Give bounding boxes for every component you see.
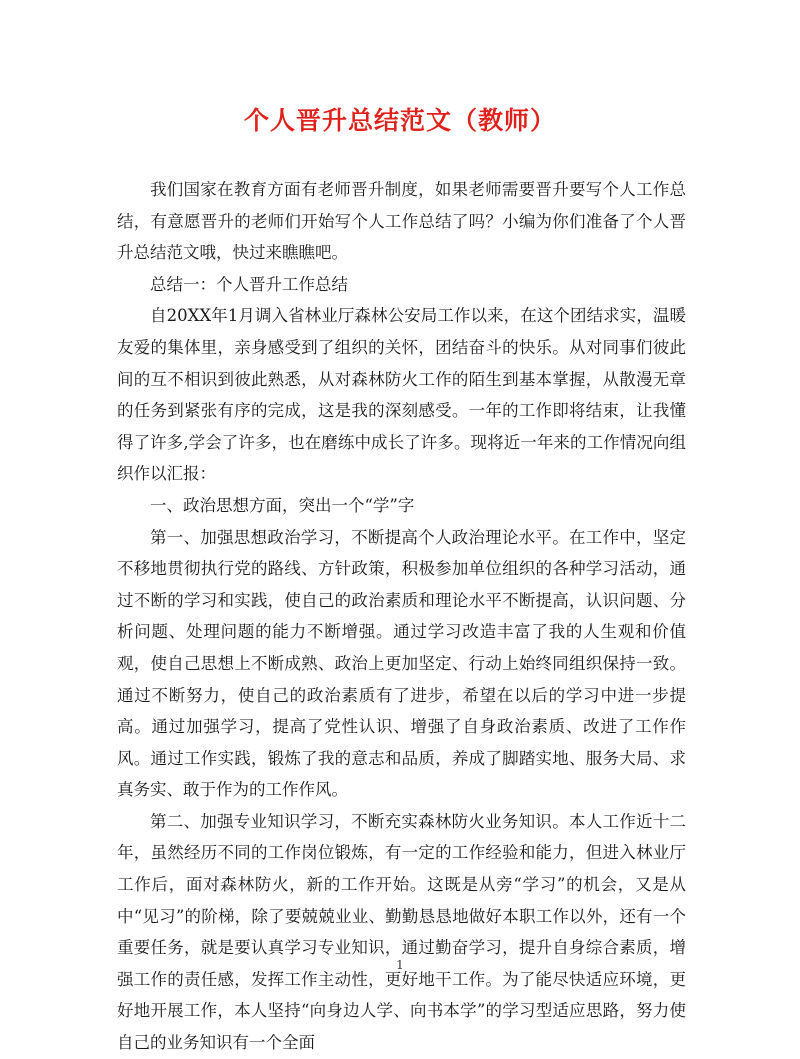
document-body <box>117 174 686 1059</box>
paragraph-point-two: 第二、加强专业知识学习，不断充实森林防火业务知识。本人工作近十二年，虽然经历不同的工作岗位锻炼，有一定的工作经验和能力，但进入林业厅工作后，面对森林防火，新的工作开始。这既是从旁“学习”的机会，又是从中“见习”的阶梯，除了要兢兢业业、勤勤恳恳地做好本职工作以外，还有一个重要任务，就是要认真学习专业知识，通过勤奋学习，提升自身综合素质，增强工作的责任感，发挥工作主动性，更好地干工作。为了能尽快适应环境，更好地开展工作，本人坚持“向身边人学、向书本学”的学习型适应思路，努力使自己的业务知识有一个全面 <box>117 811 686 1053</box>
paragraph-opening: 自20XX年1月调入省林业厅森林公安局工作以来，在这个团结求实，温暖友爱的集体里，亲身感受到了组织的关怀，团结奋斗的快乐。从对同事们彼此间的互不相识到彼此熟悉，从对森林防火工作的陌生到基本掌握，从散漫无章的任务到紧张有序的完成，这是我的深刻感受。一年的工作即将结束，让我懂得了许多,学会了许多，也在磨练中成长了许多。现将近一年来的工作情况向组织作以汇报： <box>117 306 686 484</box>
paragraph-section-heading: 总结一：个人晋升工作总结 <box>150 274 348 294</box>
page-number: 1 <box>396 958 404 972</box>
document-title: 个人晋升总结范文（教师） <box>243 106 556 135</box>
paragraph-subheading: 一、政治思想方面，突出一个“学”字 <box>150 495 415 515</box>
paragraph-point-one: 第一、加强思想政治学习，不断提高个人政治理论水平。在工作中，坚定不移地贯彻执行党的路线、方针政策，积极参加单位组织的各种学习活动，通过不断的学习和实践，使自己的政治素质和理论水平不断提高，认识问题、分析问题、处理问题的能力不断增强。通过学习改造丰富了我的人生观和价值观，使自己思想上不断成熟、政治上更加坚定、行动上始终同组织保持一致。通过不断努力，使自己的政治素质有了进步，希望在以后的学习中进一步提高。通过加强学习，提高了党性认识、增强了自身政治素质、改进了工作作风。通过工作实践，锻炼了我的意志和品质，养成了脚踏实地、服务大局、求真务实、敢于作为的工作作风。 <box>117 527 686 800</box>
paragraph-intro: 我们国家在教育方面有老师晋升制度，如果老师需要晋升要写个人工作总结，有意愿晋升的老师们开始写个人工作总结了吗？小编为你们准备了个人晋升总结范文哦，快过来瞧瞧吧。 <box>117 180 686 263</box>
